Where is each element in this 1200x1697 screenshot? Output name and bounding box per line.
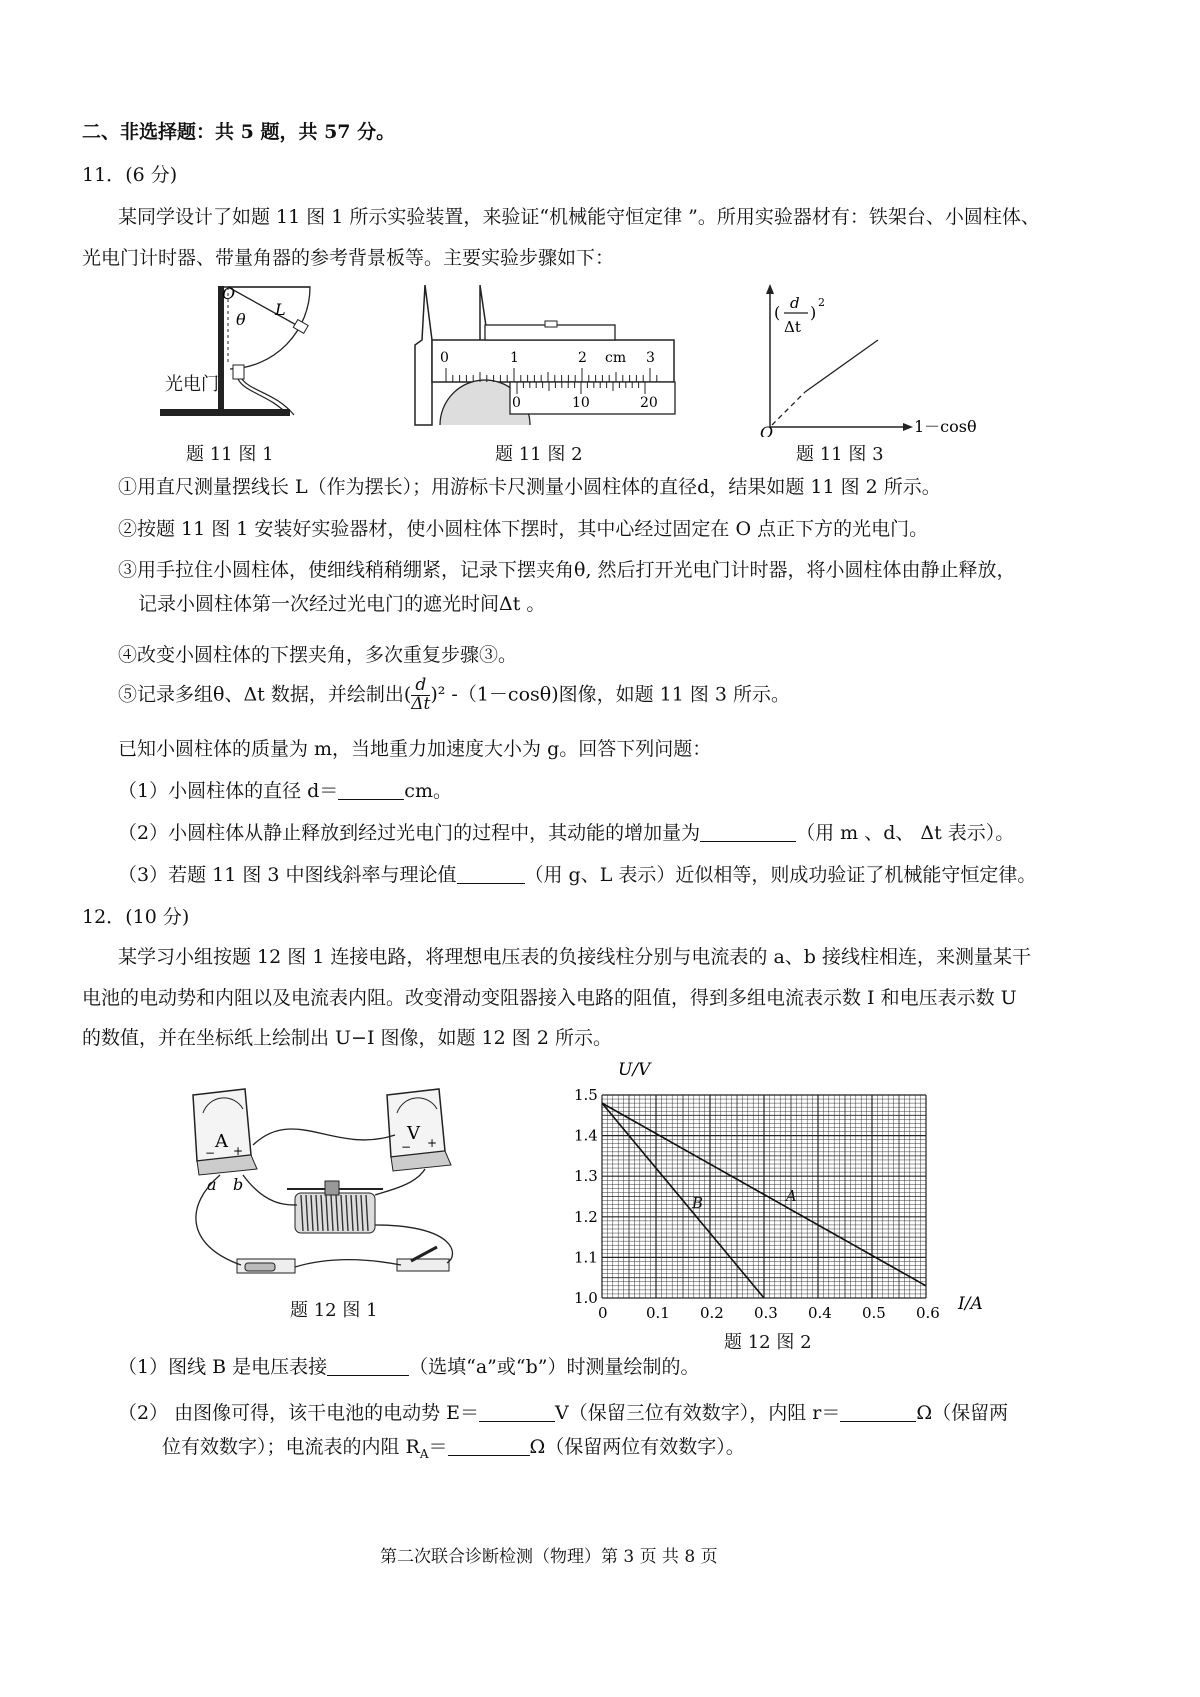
figure-12-2-caption: 题 12 图 2 — [724, 1332, 812, 1353]
vernier-label-0: 0 — [512, 395, 521, 411]
q11-sub3 — [118, 864, 1036, 887]
question-number: 12． — [82, 906, 126, 928]
y-tick-label: 1.1 — [574, 1248, 598, 1267]
q12-intro-line1: 某学习小组按题 12 图 1 连接电路，将理想电压表的负接线柱分别与电流表的 a、b 接线柱相连，来测量某干 — [118, 946, 1031, 968]
answer-blank-d[interactable] — [338, 780, 404, 800]
q12-sub1-hint: （选填“a”或“b”）时测量绘制的。 — [409, 1356, 700, 1378]
main-scale-label-3: 3 — [646, 350, 655, 366]
q12-intro-line2: 电池的电动势和内阻以及电流表内阻。改变滑动变阻器接入电路的阻值，得到多组电流表示数 I 和电压表示数 U — [82, 987, 1017, 1009]
q12-sub2 — [118, 1402, 1008, 1425]
rheostat — [287, 1181, 383, 1233]
vernier-label-10: 10 — [572, 395, 590, 411]
ammeter-minus: − — [205, 1146, 216, 1160]
q12-sub2-line2 — [162, 1436, 745, 1461]
figure-11-1-pendulum — [150, 283, 320, 423]
chart-grid — [602, 1095, 926, 1298]
q12-sub2-text: （2） 由图像可得，该干电池的电动势 E＝ — [118, 1402, 480, 1424]
x-axis-label: I/A — [958, 1294, 983, 1314]
sub3-text: （3）若题 11 图 3 中图线斜率与理论值 — [118, 864, 457, 886]
step5-fraction — [411, 677, 430, 714]
y-tick-label: 1.5 — [574, 1086, 598, 1104]
ammeter — [193, 1089, 257, 1175]
q12-sub1-text: （1）图线 B 是电压表接 — [118, 1356, 328, 1378]
answer-blank-ek[interactable] — [700, 822, 796, 842]
y-axis-denominator: Δt — [784, 318, 801, 336]
figure-12-2-ui-chart — [560, 1055, 1000, 1325]
label-theta: θ — [236, 310, 246, 329]
q12-sub2-line2-text: 位有效数字）；电流表的内阻 R — [162, 1436, 420, 1458]
x-axis-label: 1－cosθ — [914, 417, 977, 436]
switch — [397, 1247, 449, 1271]
figure-11-3-caption: 题 11 图 3 — [796, 444, 884, 465]
origin-label: O — [760, 423, 774, 437]
x-tick-label: 0.5 — [862, 1304, 886, 1322]
answer-blank-r[interactable] — [840, 1402, 916, 1422]
question-12-header — [82, 906, 189, 929]
series-label-b: B — [691, 1194, 703, 1213]
step5-post: )² -（1－cosθ)图像，如题 11 图 3 所示。 — [430, 683, 791, 706]
figure-11-3-graph — [760, 282, 1000, 437]
y-tick-label: 1.0 — [574, 1289, 598, 1307]
x-tick-label: 0 — [598, 1304, 608, 1322]
unit-label: cm — [605, 350, 627, 366]
voltmeter — [387, 1089, 451, 1171]
q11-step2: ②按题 11 图 1 安装好实验器材，使小圆柱体下摆时，其中心经过固定在 O 点正下方的光电门。 — [118, 518, 929, 540]
question-11-header — [82, 164, 177, 187]
ammeter-symbol: A — [215, 1131, 228, 1152]
page-footer: 第二次联合诊断检测（物理）第 3 页 共 8 页 — [380, 1547, 718, 1567]
label-l: L — [275, 300, 286, 319]
answer-blank-terminal[interactable] — [327, 1356, 409, 1376]
y-tick-label: 1.2 — [574, 1207, 598, 1226]
q12-sub1 — [118, 1356, 700, 1379]
x-tick-label: 0.4 — [808, 1304, 832, 1322]
ra-subscript: A — [419, 1446, 429, 1461]
x-tick-label: 0.1 — [646, 1304, 670, 1322]
ammeter-plus: + — [233, 1144, 244, 1158]
battery — [237, 1259, 295, 1273]
q11-sub2 — [118, 822, 1014, 845]
step5-denominator: Δt — [411, 693, 431, 714]
y-tick-label: 1.3 — [574, 1167, 598, 1186]
q11-step4: ④改变小圆柱体的下摆夹角，多次重复步骤③。 — [118, 644, 518, 666]
y-axis-paren-left: ( — [774, 303, 781, 322]
q11-step5 — [118, 677, 790, 714]
q12-sub2-line2-hint: Ω（保留两位有效数字）。 — [529, 1436, 745, 1458]
q11-step3a: ③用手拉住小圆柱体，使细线稍稍绷紧，记录下摆夹角θ, 然后打开光电门计时器，将小圆柱体由静止释放， — [118, 559, 1016, 581]
x-tick-label: 0.2 — [700, 1304, 724, 1322]
sub2-hint: （用 m 、d、 Δt 表示）。 — [796, 822, 1015, 844]
main-scale-label-2: 2 — [578, 350, 587, 366]
main-scale-label-0: 0 — [440, 350, 449, 366]
answer-blank-emf[interactable] — [479, 1402, 555, 1422]
step5-numerator: d — [411, 677, 430, 696]
series-label-a: A — [785, 1187, 797, 1206]
figure-11-2-vernier-caliper — [410, 285, 680, 430]
sub1-unit: cm。 — [404, 780, 452, 802]
sub1-text: （1）小圆柱体的直径 d＝ — [118, 780, 339, 802]
y-axis-exponent: 2 — [818, 296, 825, 309]
question-points: (10 分) — [125, 906, 190, 928]
terminal-a-label: a — [207, 1175, 217, 1194]
voltmeter-plus: + — [427, 1136, 438, 1150]
q11-intro-line2: 光电门计时器、带量角器的参考背景板等。主要实验步骤如下： — [82, 247, 615, 269]
q12-sub2-tail: Ω（保留两 — [916, 1402, 1009, 1424]
q11-intro-line1: 某同学设计了如题 11 图 1 所示实验装置，来验证“机械能守恒定律 ”。所用实验器材有：铁架台、小圆柱体、 — [118, 206, 1040, 228]
q11-sub1 — [118, 780, 452, 803]
figure-12-1-caption: 题 12 图 1 — [290, 1300, 378, 1321]
sub3-hint: （用 g、L 表示）近似相等，则成功验证了机械能守恒定律。 — [524, 864, 1037, 886]
y-tick-label: 1.4 — [574, 1126, 598, 1145]
question-number: 11． — [82, 164, 126, 186]
voltmeter-minus: − — [401, 1140, 412, 1154]
x-tick-label: 0.3 — [754, 1304, 778, 1322]
figure-12-1-circuit — [175, 1085, 475, 1290]
answer-blank-slope[interactable] — [457, 864, 525, 884]
sub2-text: （2）小圆柱体从静止释放到经过光电门的过程中，其动能的增加量为 — [118, 822, 701, 844]
y-axis-numerator: d — [790, 294, 800, 312]
vernier-label-20: 20 — [640, 395, 658, 411]
step5-pre: ⑤记录多组θ、Δt 数据，并绘制出( — [118, 683, 412, 706]
q12-intro-line3: 的数值，并在坐标纸上绘制出 U−I 图像，如题 12 图 2 所示。 — [82, 1027, 612, 1049]
q11-step3b: 记录小圆柱体第一次经过光电门的遮光时间Δt 。 — [138, 593, 546, 615]
q11-step1: ①用直尺测量摆线长 L（作为摆长）；用游标卡尺测量小圆柱体的直径d，结果如题 11 图 2 所示。 — [118, 476, 941, 498]
section-heading: 二、非选择题：共 5 题，共 57 分。 — [82, 121, 396, 143]
question-points: (6 分) — [125, 164, 178, 186]
figure-11-2-caption: 题 11 图 2 — [495, 444, 583, 465]
q12-sub2-line2-eq: ＝ — [428, 1436, 448, 1458]
label-photogate: 光电门 — [165, 374, 219, 395]
answer-blank-ra[interactable] — [448, 1436, 530, 1456]
voltmeter-symbol: V — [407, 1123, 420, 1144]
y-axis-label: U/V — [618, 1060, 651, 1080]
q11-given: 已知小圆柱体的质量为 m，当地重力加速度大小为 g。回答下列问题： — [118, 738, 712, 760]
x-tick-label: 0.6 — [916, 1304, 940, 1322]
main-scale-label-1: 1 — [510, 350, 519, 366]
q12-sub2-mid: V（保留三位有效数字），内阻 r＝ — [555, 1402, 841, 1424]
y-axis-paren-right: ) — [810, 303, 817, 322]
label-o: O — [222, 284, 236, 303]
figure-11-1-caption: 题 11 图 1 — [186, 444, 274, 465]
terminal-b-label: b — [233, 1175, 244, 1194]
